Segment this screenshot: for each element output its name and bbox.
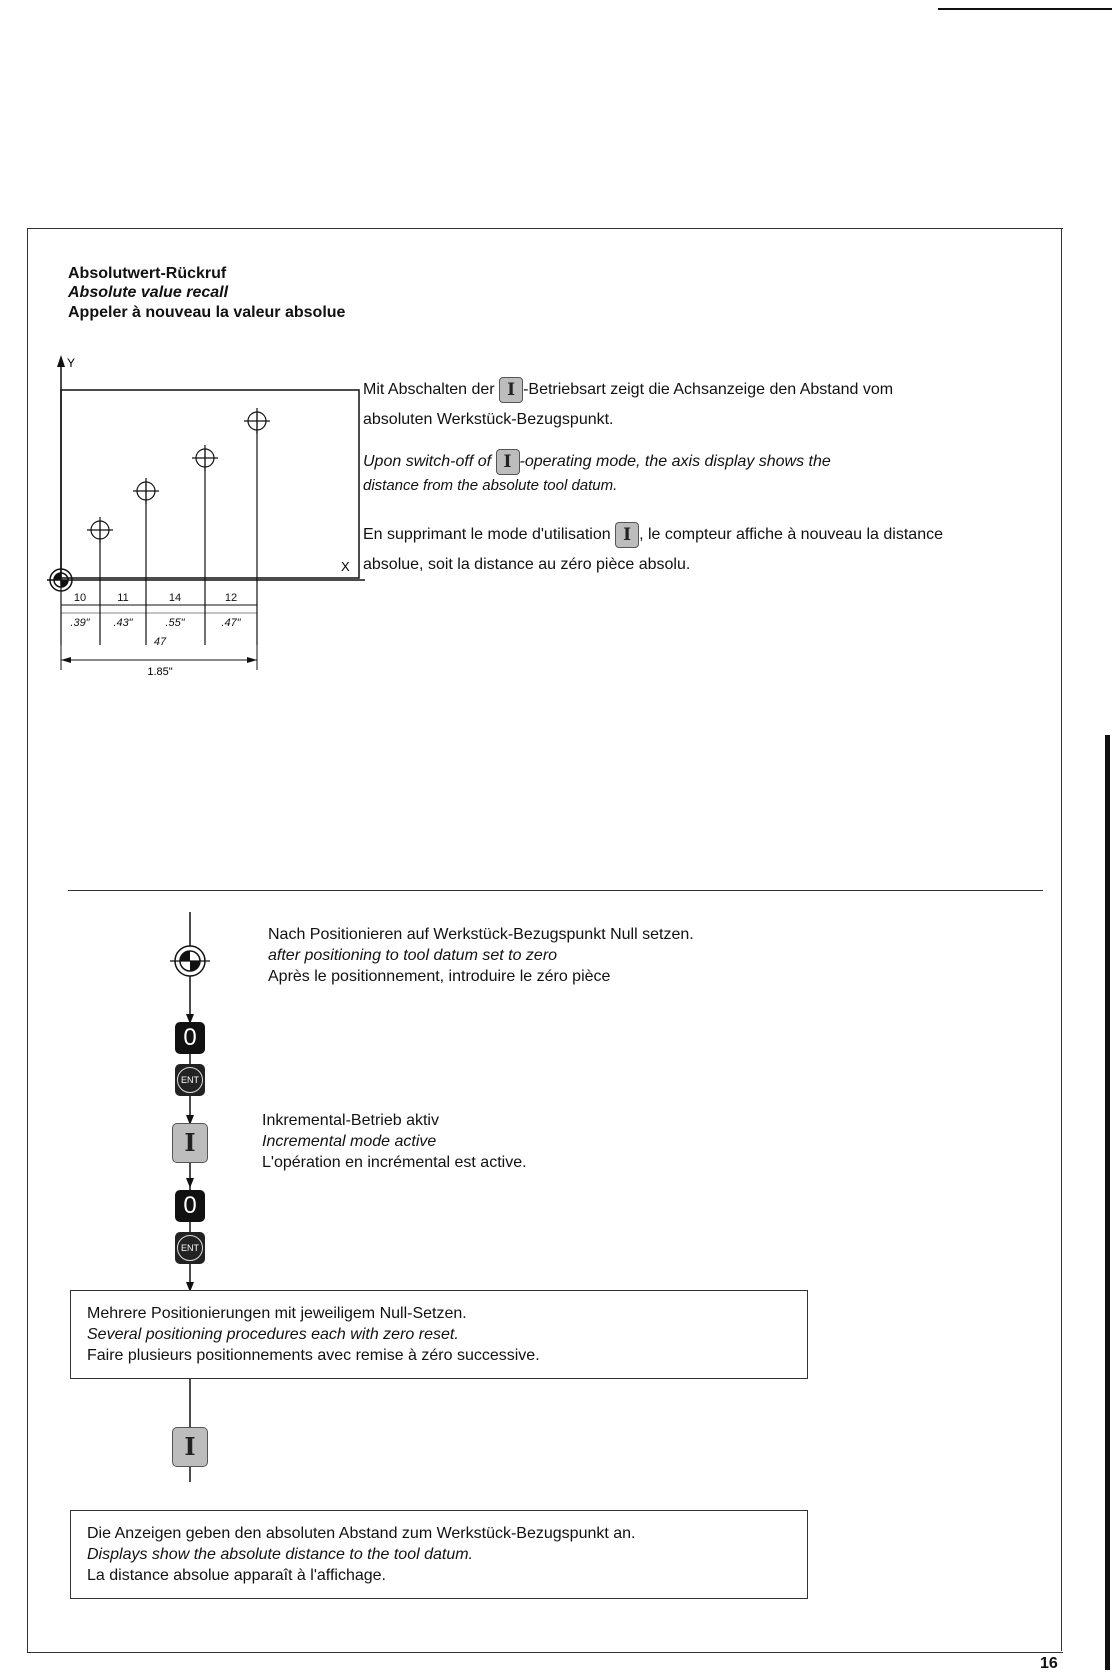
x-axis-label: X xyxy=(341,559,350,574)
datum-step-icon xyxy=(170,946,210,976)
dim-in-2: .43" xyxy=(113,617,133,629)
content-frame-right-edge xyxy=(1061,228,1062,1651)
dimension-labels xyxy=(70,592,241,648)
zero-key-1[interactable]: 0 xyxy=(175,1022,205,1054)
total-dim-arrow-right xyxy=(247,657,257,663)
hole-marks xyxy=(61,408,270,645)
datum-figure xyxy=(45,355,365,685)
intro-de: Mit Abschalten der I -Betriebsart zeigt die Achsanzeige den Abstand vom absoluten Werkstück-Bezugspunkt. xyxy=(363,375,893,435)
total-dim-arrow-left xyxy=(61,657,71,663)
dim-mm-2: 11 xyxy=(117,592,129,604)
intro-fr: En supprimant le mode d'utilisation I , le compteur affiche à nouveau la distance absolue, soit la distance au zéro pièce absolu. xyxy=(363,520,943,580)
dim-total-in: 1.85" xyxy=(147,666,173,678)
page-edge-bar xyxy=(1105,735,1110,1670)
page-number: 16 xyxy=(1040,1655,1058,1672)
incremental-key-1[interactable]: I xyxy=(172,1123,208,1163)
dim-in-4: .47" xyxy=(221,617,241,629)
enter-key-1[interactable]: ENT xyxy=(175,1064,205,1096)
incremental-key-icon: I xyxy=(499,377,523,403)
y-axis-arrow xyxy=(57,355,65,367)
section-title-de: Absolutwert-Rückruf xyxy=(68,265,227,282)
incremental-key-icon: I xyxy=(615,522,639,548)
step1-text: Nach Positionieren auf Werkstück-Bezugspunkt Null setzen. after positioning to tool datum set to zero Après le positionnement, introduire le zéro pièce xyxy=(268,926,694,985)
incremental-key-icon: I xyxy=(496,449,520,475)
intro-en: Upon switch-off of I -operating mode, the axis display shows the distance from the absolute tool datum. xyxy=(363,449,831,497)
zero-key-2[interactable]: 0 xyxy=(175,1190,205,1222)
step2-text: Inkremental-Betrieb aktiv Incremental mode active L'opération en incrémental est active. xyxy=(262,1112,527,1171)
dim-mm-4: 12 xyxy=(224,592,238,604)
info-box-positioning: Mehrere Positionierungen mit jeweiligem Null-Setzen. Several positioning procedures each with zero reset. Faire plusieurs positionnements avec remise à zéro successive. xyxy=(70,1290,808,1379)
info-box-result: Die Anzeigen geben den absoluten Abstand zum Werkstück-Bezugspunkt an. Displays show the absolute distance to the tool datum. La distance absolue apparaît à l'affichage. xyxy=(70,1510,808,1599)
section-title-fr: Appeler à nouveau la valeur absolue xyxy=(68,304,346,321)
dim-total-mm: 47 xyxy=(153,636,167,648)
top-edge-line xyxy=(938,8,1112,10)
dim-in-1: .39" xyxy=(70,617,90,629)
dim-mm-3: 14 xyxy=(168,592,182,604)
enter-key-2[interactable]: ENT xyxy=(175,1232,205,1264)
incremental-key-2[interactable]: I xyxy=(172,1427,208,1467)
dim-in-3: .55" xyxy=(165,617,185,629)
dim-mm-1: 10 xyxy=(73,592,87,604)
workpiece-outline xyxy=(61,390,359,578)
y-axis-label: Y xyxy=(67,356,76,370)
section-separator xyxy=(68,890,1043,891)
section-title-en: Absolute value recall xyxy=(68,284,229,301)
